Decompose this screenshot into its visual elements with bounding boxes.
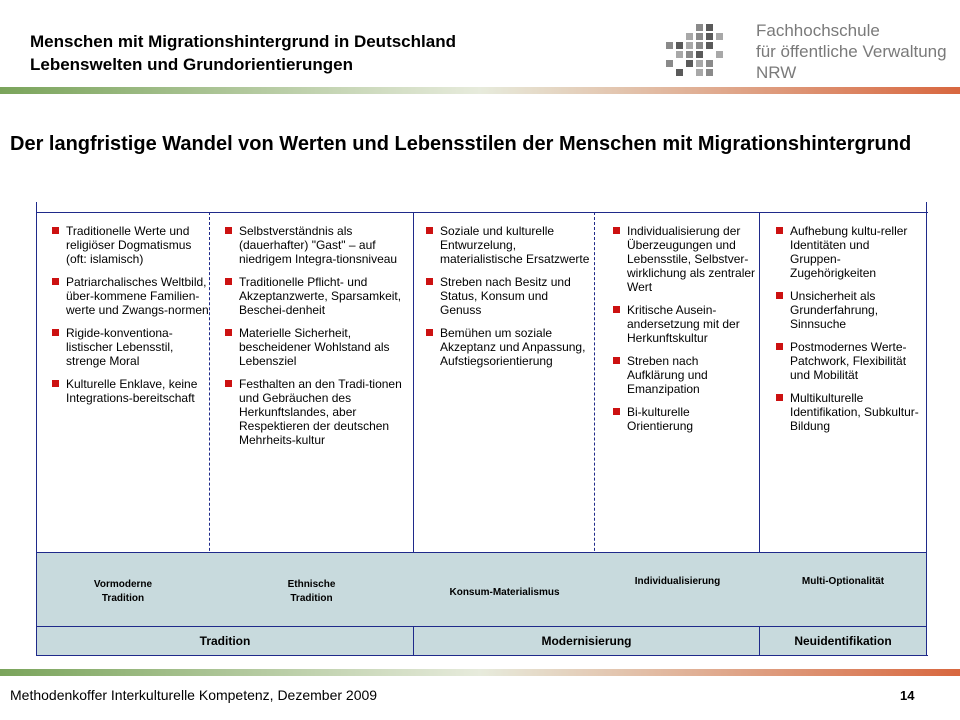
logo-dot [696, 33, 703, 40]
column-individualisierung [611, 224, 756, 442]
column-vormoderne-tradition [50, 224, 210, 414]
logo-dot [666, 60, 673, 67]
bullet-list [774, 224, 922, 433]
logo-dot [706, 24, 713, 31]
stage-label-line: Konsum-Materialismus [449, 587, 560, 598]
logo-dot [696, 24, 703, 31]
stage-label-line: Vormoderne [93, 579, 153, 590]
bullet-item: Kritische Ausein-andersetzung mit der Herkunftskultur [611, 303, 756, 345]
bullet-item: Traditionelle Werte und religiöser Dogmatismus (oft: islamisch) [50, 224, 210, 266]
column-multi-optionalitaet [774, 224, 922, 442]
header-title-line2: Lebenswelten und Grundorientierungen [30, 55, 354, 74]
bullet-item: Soziale und kulturelle Entwurzelung, materialistische Ersatzwerte [424, 224, 590, 266]
stage-label-line: Tradition [290, 593, 333, 604]
header-title [30, 30, 456, 76]
bullet-item: Festhalten an den Tradi-tionen und Gebräuchen des Herkunftslandes, aber Respektieren der deutschen Mehrheits-kultur [223, 377, 409, 447]
bullet-item: Patriarchalisches Weltbild, über-kommene Familien-werte und Zwangs-normen [50, 275, 210, 317]
logo-line2: für öffentliche Verwaltung [756, 42, 947, 61]
epoch-label-neuidentifikation: Neuidentifikation [794, 634, 892, 648]
logo-text [756, 20, 947, 83]
stage-label-line: Ethnische [287, 579, 336, 590]
bullet-item: Materielle Sicherheit, bescheidener Wohlstand als Lebensziel [223, 326, 409, 368]
footer-color-band [0, 669, 960, 676]
logo-dot [716, 51, 723, 58]
page-title: Der langfristige Wandel von Werten und Lebensstilen der Menschen mit Migrationshintergrund [10, 133, 912, 155]
logo-line1: Fachhochschule [756, 21, 880, 40]
bullet-list [50, 224, 210, 405]
epoch-band [37, 626, 926, 655]
bullet-item: Streben nach Besitz und Status, Konsum und Genuss [424, 275, 590, 317]
bullet-item: Aufhebung kultu-reller Identitäten und Gruppen-Zugehörigkeiten [774, 224, 922, 280]
logo-dot [686, 51, 693, 58]
value-change-diagram [36, 202, 928, 656]
page-number: 14 [900, 688, 915, 703]
stage-label-konsum [414, 586, 595, 600]
logo-dot [706, 60, 713, 67]
logo-dot [676, 69, 683, 76]
logo-dot [696, 42, 703, 49]
epoch-label-modernisierung: Modernisierung [541, 634, 632, 648]
bullet-item: Individualisierung der Überzeugungen und Lebensstile, Selbstver-wirklichung als zentraler Wert [611, 224, 756, 294]
header-title-line1: Menschen mit Migrationshintergrund in Deutschland [30, 32, 456, 51]
bullet-item: Bi-kulturelle Orientierung [611, 405, 756, 433]
stage-label-line: Multi-Optionalität [801, 576, 885, 587]
logo-dot [666, 42, 673, 49]
column-ethnische-tradition [223, 224, 409, 456]
bullet-item: Postmodernes Werte- Patchwork, Flexibilität und Mobilität [774, 340, 922, 382]
logo-dot [696, 60, 703, 67]
epoch-label-tradition: Tradition [199, 634, 251, 648]
logo-line3: NRW [756, 63, 797, 82]
logo-dot [706, 33, 713, 40]
bullet-item: Selbstverständnis als (dauerhafter) "Gast" – auf niedrigem Integra-tionsniveau [223, 224, 409, 266]
stage-label-multi-optionalitaet [760, 575, 926, 589]
bullet-item: Multikulturelle Identifikation, Subkultur-Bildung [774, 391, 922, 433]
logo-dot [676, 42, 683, 49]
header-color-band [0, 87, 960, 94]
bullet-item: Kulturelle Enklave, keine Integrations-bereitschaft [50, 377, 210, 405]
stage-label-vormoderne [37, 578, 209, 606]
logo-dot [706, 42, 713, 49]
footer-text: Methodenkoffer Interkulturelle Kompetenz, Dezember 2009 [10, 687, 378, 703]
stage-label-ethnische [210, 578, 413, 606]
column-konsum-materialismus [424, 224, 590, 377]
stage-label-individualisierung [595, 575, 760, 589]
bullet-list [223, 224, 409, 447]
stage-band [37, 552, 926, 626]
logo-dot [706, 69, 713, 76]
frame-top-line [36, 212, 928, 213]
bullet-list [611, 224, 756, 433]
logo-dot [716, 33, 723, 40]
frame-bottom-line [36, 655, 928, 656]
logo-dot [686, 42, 693, 49]
frame-right-line [926, 202, 927, 656]
bullet-item: Unsicherheit als Grunderfahrung, Sinnsuche [774, 289, 922, 331]
logo-dot [686, 33, 693, 40]
logo-dot [676, 51, 683, 58]
stage-label-line: Individualisierung [634, 576, 721, 587]
bullet-list [424, 224, 590, 368]
bullet-item: Traditionelle Pflicht- und Akzeptanzwerte, Sparsamkeit, Beschei-denheit [223, 275, 409, 317]
fh-logo-icon [666, 24, 726, 80]
logo-dot [686, 60, 693, 67]
logo-dot [696, 69, 703, 76]
logo-dot [696, 51, 703, 58]
bullet-item: Streben nach Aufklärung und Emanzipation [611, 354, 756, 396]
bullet-item: Bemühen um soziale Akzeptanz und Anpassung, Aufstiegsorientierung [424, 326, 590, 368]
stage-label-line: Tradition [101, 593, 145, 604]
bullet-item: Rigide-konventiona-listischer Lebensstil, strenge Moral [50, 326, 210, 368]
